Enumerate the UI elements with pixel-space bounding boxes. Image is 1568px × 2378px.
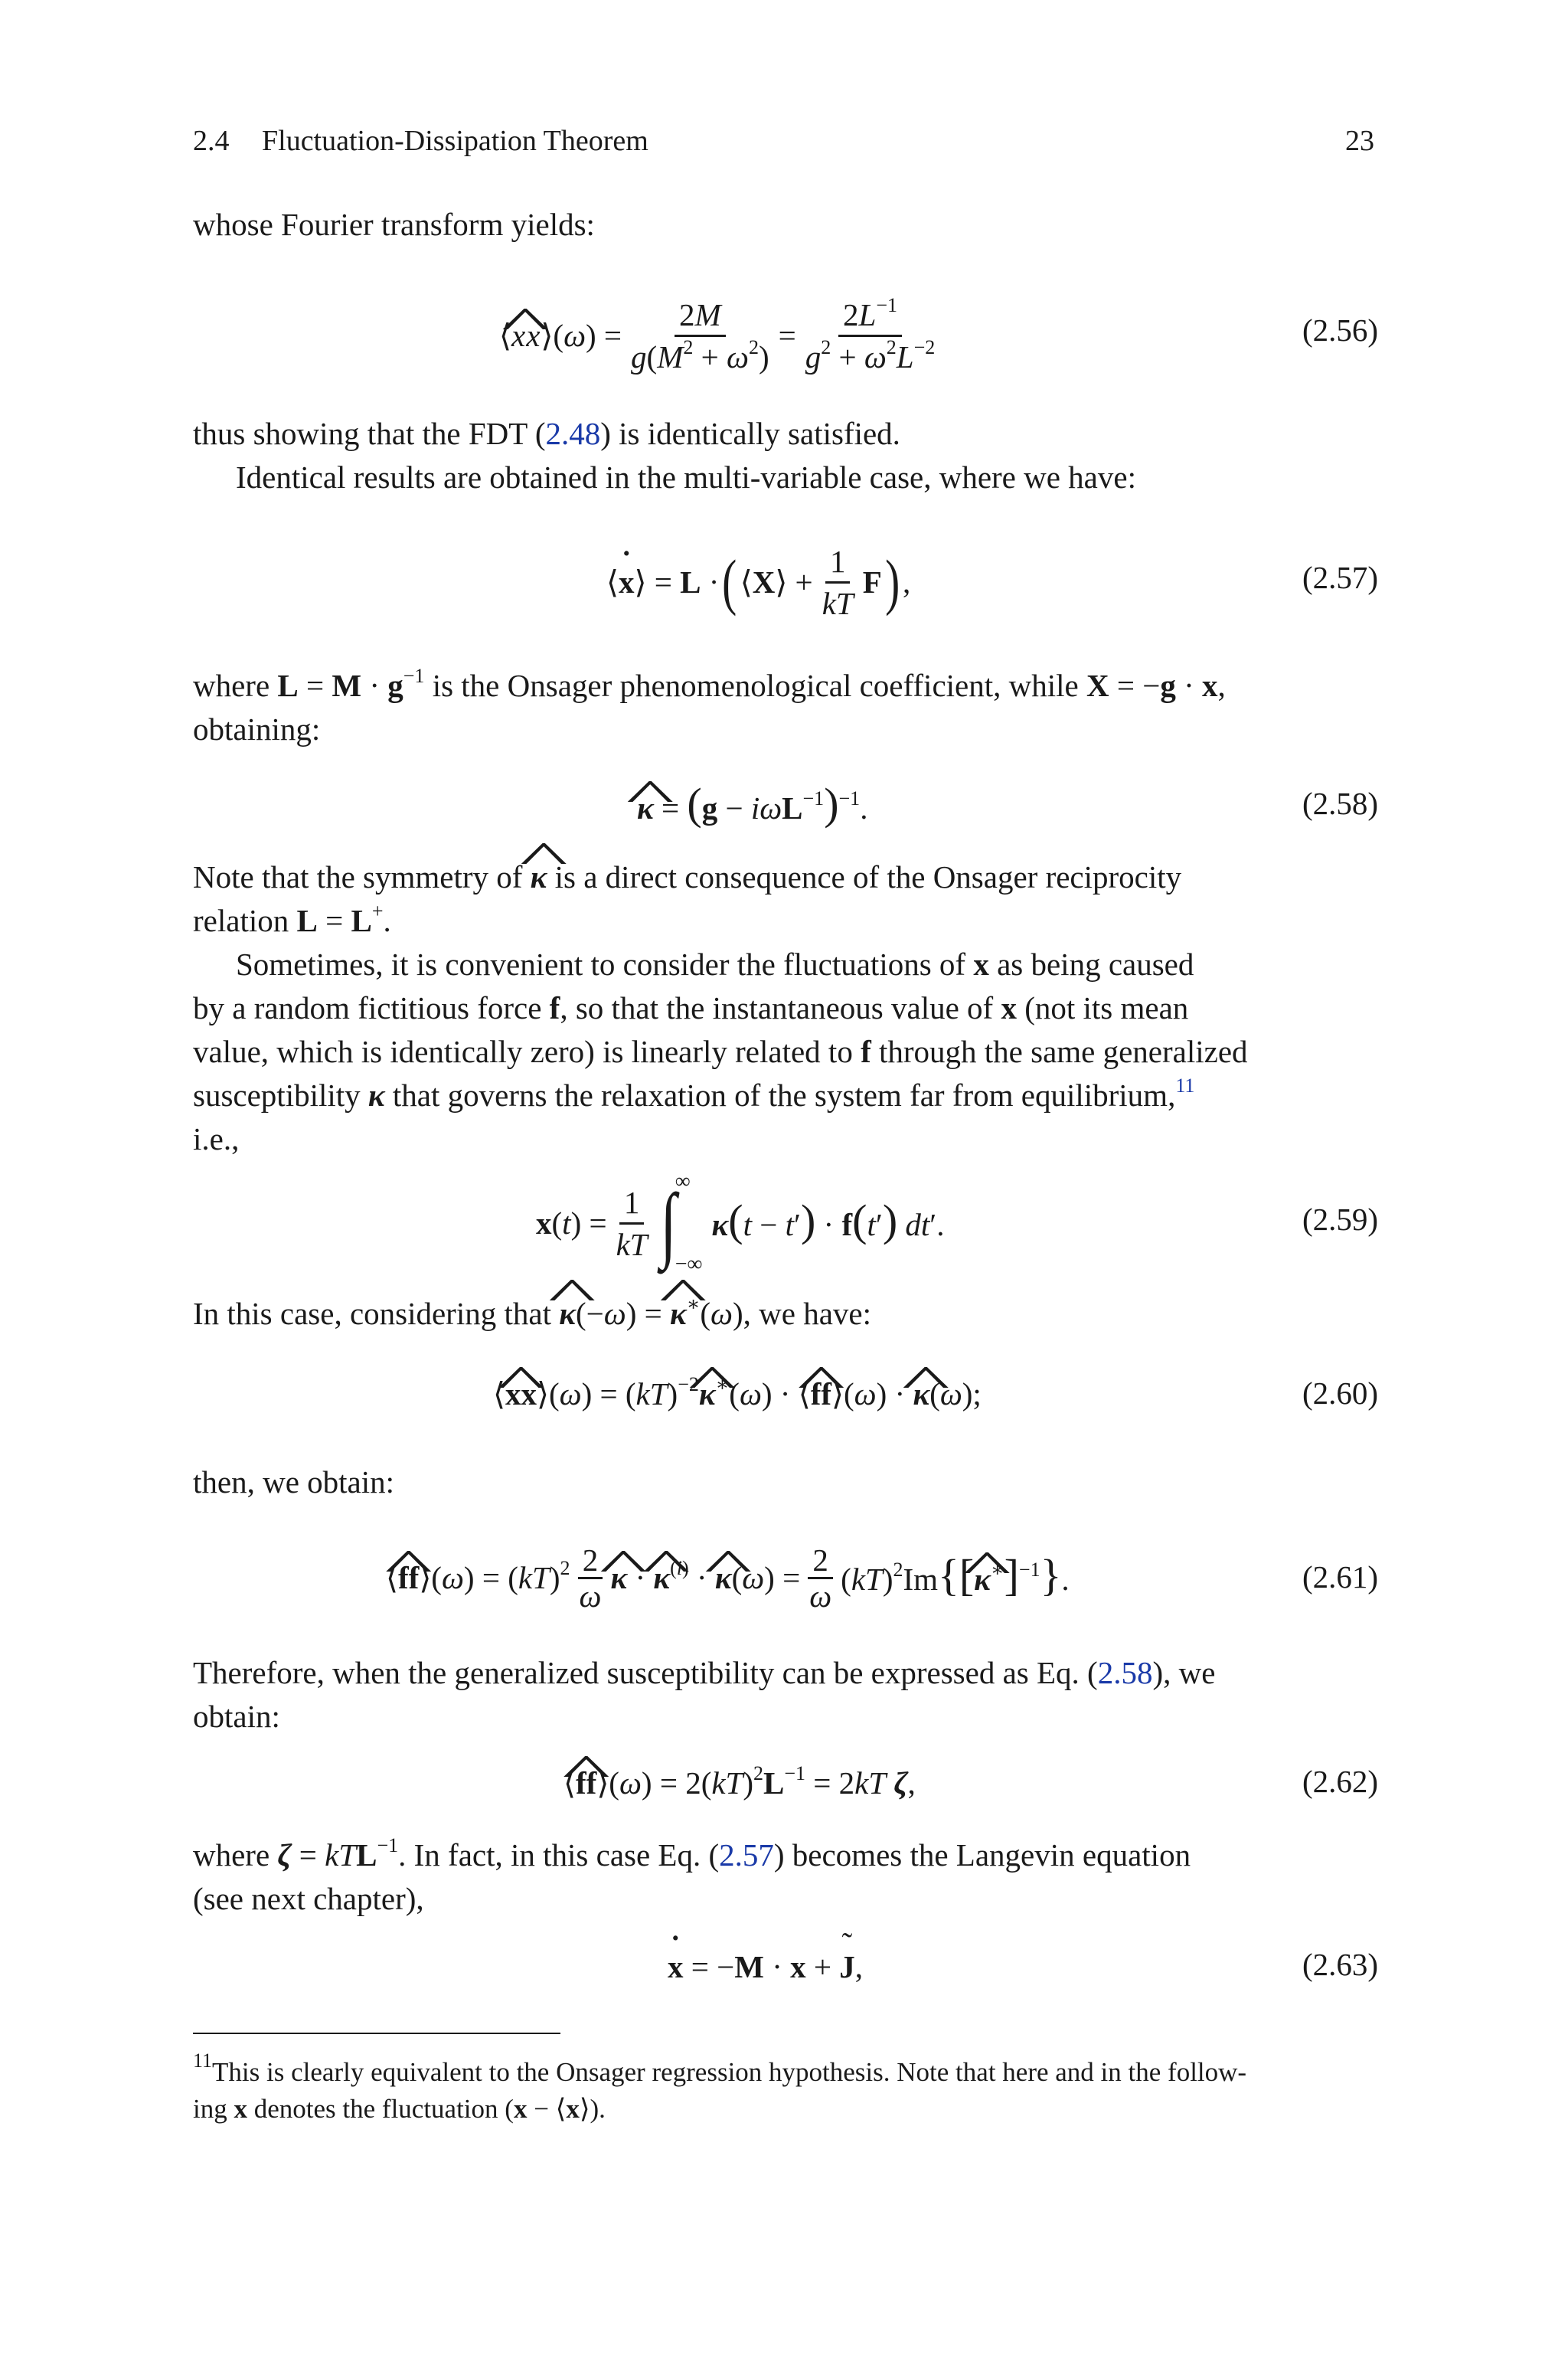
running-title: Fluctuation-Dissipation Theorem bbox=[262, 125, 648, 157]
paragraph-text: then, we obtain: bbox=[193, 1464, 395, 1500]
paragraph-text: whose Fourier transform yields: bbox=[193, 207, 595, 242]
equation-number: (2.61) bbox=[1302, 1559, 1378, 1595]
paragraph-text: where ζ = kTL$^{-1}$. In fact, in this case Eq. (2.57) becomes the Langevin equation bbox=[193, 1834, 1191, 1873]
equation-link[interactable]: 2.57 bbox=[719, 1837, 774, 1873]
paragraph-text: obtain: bbox=[193, 1699, 280, 1734]
paragraph-text: Sometimes, it is convenient to consider the fluctuations of x as being caused bbox=[236, 947, 1194, 982]
paragraph-text: relation L = L+. bbox=[193, 900, 391, 938]
paragraph-text: (see next chapter), bbox=[193, 1881, 424, 1916]
equation-number: (2.62) bbox=[1302, 1764, 1378, 1799]
section-number: 2.4 bbox=[193, 125, 230, 157]
footnote-rule bbox=[193, 2033, 560, 2034]
equation-2-56: ⟨^ xx⟩(ω) = $\frac{2M}{g(M^2 + \omega^2)}$ = $\frac{2L^{-1}}{g^2 + \omega^2L^{-2}}$ bbox=[499, 282, 944, 389]
equation-2-63: ˙ x = −M · x + ˜ J, bbox=[668, 1944, 863, 1990]
equation-number: (2.60) bbox=[1302, 1375, 1378, 1411]
equation-2-59: x(t) = $\frac{1}{kT}$ ∫ ∞ −∞ κ(t − t′) · f(t′) dt′. bbox=[536, 1169, 945, 1276]
paragraph-text: thus showing that the FDT (2.48) is identically satisfied. bbox=[193, 416, 900, 451]
equation-2-57: ⟨˙ x⟩ = L · ( ⟨X⟩ + $\frac{1}{kT}$ F ) , bbox=[606, 528, 910, 636]
equation-link[interactable]: 2.58 bbox=[1097, 1655, 1153, 1690]
paragraph-text: susceptibility κ that governs the relaxation of the system far from equilibrium,$^{11}$ bbox=[193, 1075, 1195, 1113]
paragraph-text: value, which is identically zero) is linearly related to f through the same generalized bbox=[193, 1034, 1248, 1069]
equation-2-61: ⟨^ ff⟩(ω) = (kT)$^2$ $\frac{2}{\omega}$ ^ κ · ^ $\kappa^{(i)}$ · ^ κ(ω) = $\frac{2}{\omega}$ (kT)$^2$Im{[^ κ∗]$^{-1}$}. bbox=[386, 1528, 1070, 1627]
footnote-text: ing x denotes the fluctuation (x − ⟨x⟩). bbox=[193, 2094, 606, 2124]
paragraph-text: Therefore, when the generalized susceptibility can be expressed as Eq. (2.58), we bbox=[193, 1655, 1216, 1690]
paragraph-text: In this case, considering that ^ κ(−ω) = ^ κ∗(ω), we have: bbox=[193, 1292, 871, 1336]
page-number: 23 bbox=[1345, 125, 1374, 157]
equation-2-60: ⟨^ xx⟩(ω) = (kT)$^{-2}$^ κ∗(ω) · ⟨^ ff⟩(ω) · ^ κ(ω); bbox=[493, 1371, 982, 1417]
equation-number: (2.57) bbox=[1302, 560, 1378, 595]
equation-number: (2.63) bbox=[1302, 1947, 1378, 1982]
paragraph-text: by a random fictitious force f, so that the instantaneous value of x (not its mean bbox=[193, 990, 1189, 1025]
equation-2-58: ^ $\kappa = (g - i\omega L^{-1})^{-1}$. bbox=[637, 780, 867, 833]
equation-2-62: ⟨^ ff⟩(ω) = $2(kT)^2L^{-1} = 2kT$ ζ, bbox=[564, 1760, 916, 1806]
paragraph-text: i.e., bbox=[193, 1121, 240, 1156]
equation-number: (2.59) bbox=[1302, 1202, 1378, 1237]
footnote-text: $^{11}$This is clearly equivalent to the Onsager regression hypothesis. Note that here and in the follow- bbox=[193, 2049, 1247, 2087]
paragraph-text: Identical results are obtained in the multi-variable case, where we have: bbox=[236, 460, 1136, 495]
paragraph-text: Note that the symmetry of ^ κ is a direct consequence of the Onsager reciprocity bbox=[193, 855, 1378, 899]
footnote-link[interactable]: 11 bbox=[1175, 1075, 1195, 1097]
equation-number: (2.56) bbox=[1302, 312, 1378, 348]
equation-link[interactable]: 2.48 bbox=[545, 416, 601, 451]
paragraph-text: obtaining: bbox=[193, 711, 321, 747]
equation-number: (2.58) bbox=[1302, 786, 1378, 821]
paragraph-text: where $L = M \cdot g^{-1}$ is the Onsager phenomenological coefficient, while X = −g · x, bbox=[193, 665, 1226, 703]
footnote-mark: 11 bbox=[193, 2049, 213, 2072]
